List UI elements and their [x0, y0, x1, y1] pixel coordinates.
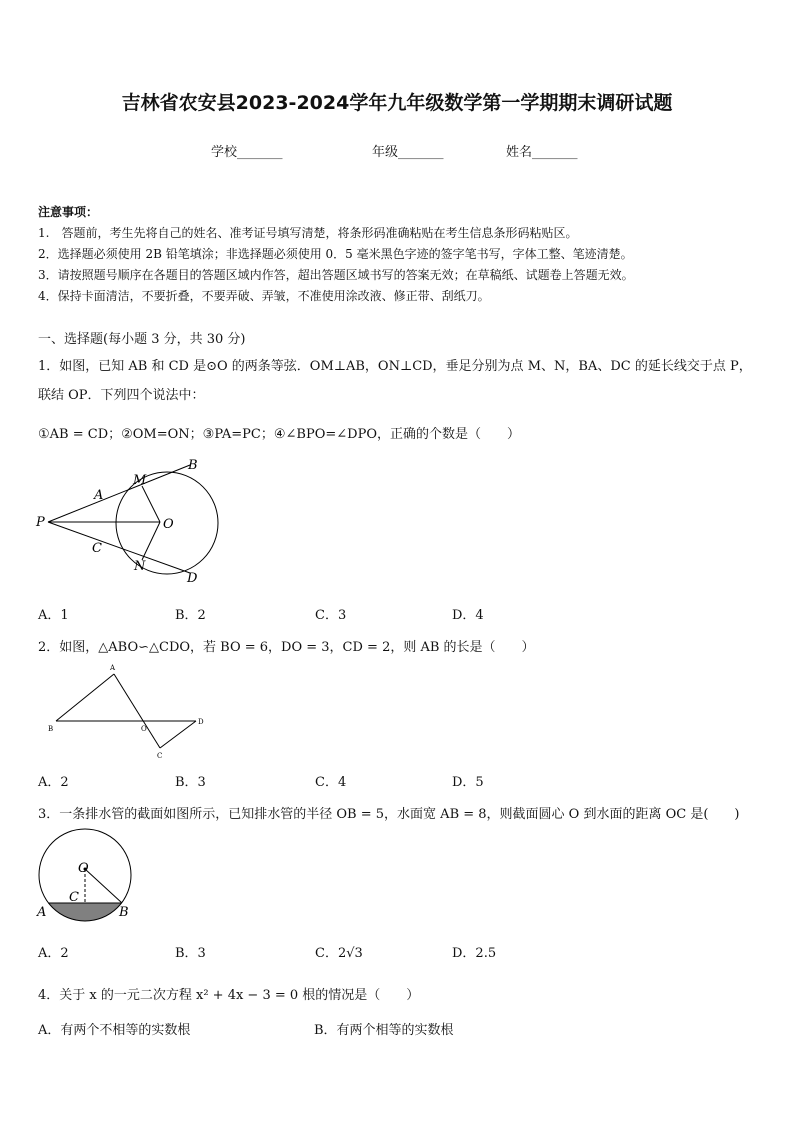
- q3-option-b: B．3: [175, 946, 206, 961]
- label-a: A: [94, 488, 104, 503]
- q2-option-d: D．5: [452, 775, 484, 790]
- section-heading: 一、选择题(每小题 3 分，共 30 分): [38, 332, 246, 347]
- q3-option-d: D．2.5: [452, 946, 497, 961]
- label-o: O: [141, 725, 147, 733]
- q2-option-c: C．4: [315, 775, 347, 790]
- name-field: 姓名_______: [506, 145, 578, 160]
- q4-option-a: A．有两个不相等的实数根: [38, 1023, 191, 1038]
- question-1-line-3: ①AB = CD；②OM=ON；③PA=PC；④∠BPO=∠DPO，正确的个数是（ ）: [38, 427, 520, 442]
- question-1-line-1: 1．如图，已知 AB 和 CD 是⊙O 的两条等弦．OM⊥AB，ON⊥CD，垂足分别为点 M、N，BA、DC 的延长线交于点 P，: [38, 359, 752, 374]
- label-b: B: [48, 725, 54, 733]
- label-c: C: [157, 752, 163, 760]
- q3-option-c: C．2√3: [315, 946, 363, 961]
- note-item-4: 4．保持卡面清洁，不要折叠，不要弄破、弄皱，不准使用涂改液、修正带、刮纸刀。: [38, 289, 490, 303]
- q1-option-a: A．1: [38, 608, 69, 623]
- label-m: M: [133, 473, 147, 488]
- question-3-text: 3．一条排水管的截面如图所示，已知排水管的半径 OB = 5，水面宽 AB = 8，则截面圆心 O 到水面的距离 OC 是( ): [38, 807, 740, 822]
- q3-option-a: A．2: [38, 946, 69, 961]
- question-2-figure: [40, 660, 220, 760]
- label-p: P: [36, 515, 45, 530]
- label-b: B: [188, 458, 198, 473]
- question-4-text: 4．关于 x 的一元二次方程 x² + 4x − 3 = 0 根的情况是（ ）: [38, 988, 420, 1003]
- q1-option-b: B．2: [175, 608, 206, 623]
- q1-option-d: D．4: [452, 608, 484, 623]
- label-d: D: [187, 571, 198, 586]
- question-1-line-2: 联结 OP．下列四个说法中：: [38, 388, 205, 403]
- q4-option-b: B．有两个相等的实数根: [314, 1023, 454, 1038]
- label-b: B: [119, 905, 129, 920]
- label-n: N: [134, 559, 146, 574]
- school-field: 学校_______: [211, 145, 283, 160]
- question-1-figure: [30, 452, 230, 592]
- note-item-3: 3．请按照题号顺序在各题目的答题区域内作答，超出答题区域书写的答案无效；在草稿纸、试题卷上答题无效。: [38, 268, 634, 282]
- question-2-text: 2．如图，△ABO∽△CDO，若 BO = 6，DO = 3，CD = 2，则 AB 的长是（ ）: [38, 640, 535, 655]
- label-o: O: [78, 861, 89, 876]
- label-a: A: [110, 664, 116, 672]
- note-item-1: 1. 答题前，考生先将自己的姓名、准考证号填写清楚，将条形码准确粘贴在考生信息条形码粘贴区。: [38, 226, 578, 240]
- label-c: C: [69, 890, 79, 905]
- q1-option-c: C．3: [315, 608, 347, 623]
- q2-option-b: B．3: [175, 775, 206, 790]
- q2-option-a: A．2: [38, 775, 69, 790]
- question-3-figure: [30, 825, 140, 925]
- label-o: O: [163, 517, 174, 532]
- label-a: A: [37, 905, 47, 920]
- notes-heading: 注意事项：: [38, 205, 99, 219]
- label-d: D: [198, 718, 204, 726]
- note-item-2: 2．选择题必须使用 2B 铅笔填涂；非选择题必须使用 0．5 毫米黑色字迹的签字笔书写，字体工整、笔迹清楚。: [38, 247, 633, 261]
- grade-field: 年级_______: [372, 145, 444, 160]
- page-title: 吉林省农安县2023-2024学年九年级数学第一学期期末调研试题: [121, 92, 673, 114]
- label-c: C: [92, 541, 102, 556]
